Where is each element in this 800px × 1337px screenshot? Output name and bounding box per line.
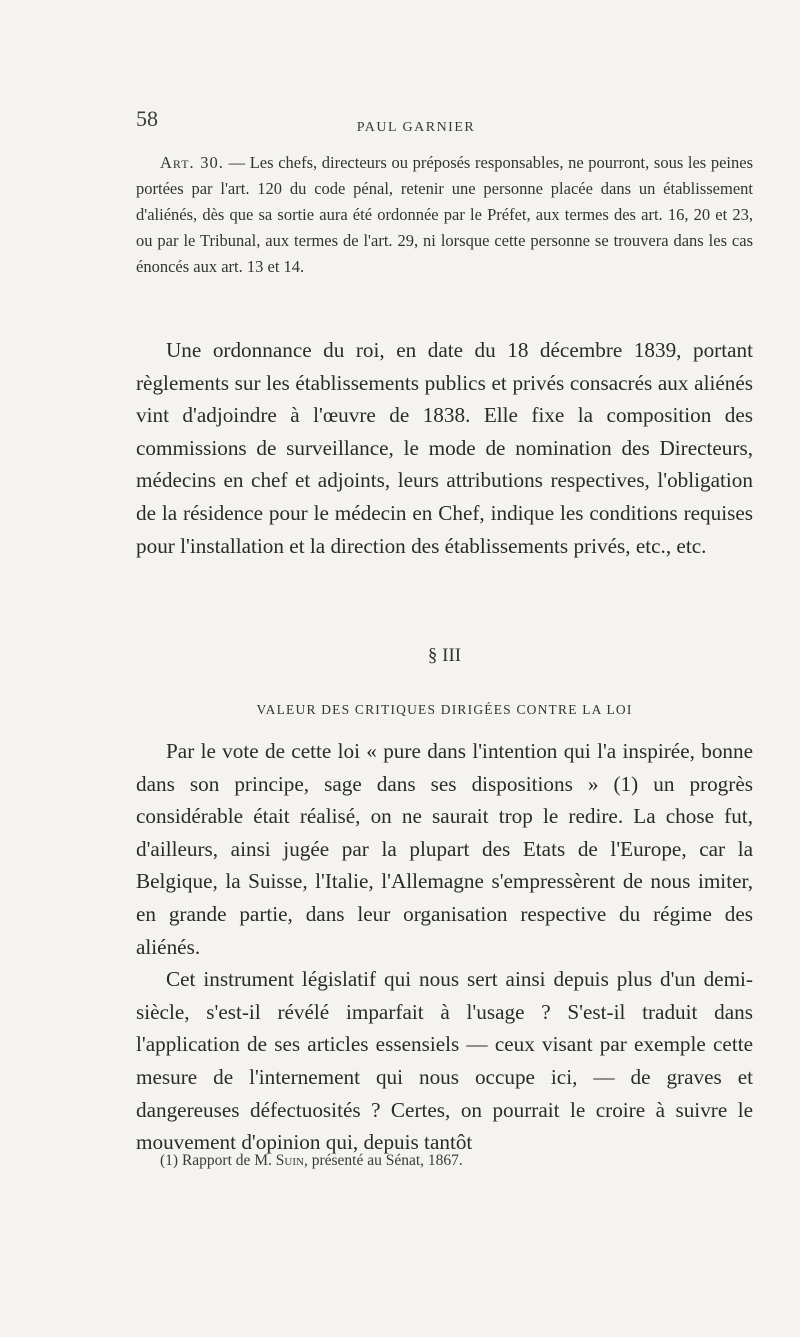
page-header: [136, 106, 696, 136]
paragraph-vote: Par le vote de cette loi « pure dans l'intention qui l'a inspirée, bonne dans son principe, sage dans ses dispositions » (1) un progrès considérable était réalisé, on ne saurait trop le redire. La chose fut, d'ailleurs, ainsi jugée par la plupart des Etats de l'Europe, car la Belgique, la Suisse, l'Italie, l'Allemagne s'empressèrent de nous imiter, en grande partie, dans leur organisation respective du régime des aliénés.: [136, 739, 753, 959]
footnote-prefix: (1) Rapport de M.: [160, 1152, 276, 1169]
footnote-author: Suin: [275, 1152, 304, 1169]
paragraph-ordonnance: [136, 334, 753, 562]
footnote-suffix: , présenté au Sénat, 1867.: [303, 1152, 463, 1169]
paragraph-block: [136, 735, 753, 1159]
paragraph-instrument: Cet instrument législatif qui nous sert ainsi depuis plus d'un demi-siècle, s'est-il révélé imparfait à l'usage ? S'est-il traduit dans l'application de ses articles essensiels — ceux visant par exemple cette mesure de l'internement qui nous occupe ici, — de graves et dangereuses défectuosités ? Certes, on pourrait le croire à suivre le mouvement d'opinion qui, depuis tantôt: [136, 967, 753, 1155]
quoted-article: [136, 150, 753, 280]
section-number: § III: [427, 645, 462, 666]
running-title: PAUL GARNIER: [356, 120, 476, 135]
footnote: [160, 1152, 760, 1170]
article-text: — Les chefs, directeurs ou préposés responsables, ne pourront, sous les peines portées par l'art. 120 du code pénal, retenir une personne placée dans un établissement d'aliénés, dès que sa sortie aura été ordonnée par le Préfet, aux termes des art. 16, 20 et 23, ou par le Tribunal, aux termes de l'art. 29, ni lorsque cette personne se trouvera dans les cas énoncés aux art. 13 et 14.: [136, 153, 754, 276]
section-title: VALEUR DES CRITIQUES DIRIGÉES CONTRE LA LOI: [256, 702, 633, 717]
paragraph-text: Une ordonnance du roi, en date du 18 décembre 1839, portant règlements sur les établissements publics et privés consacrés aux aliénés vint d'adjoindre à l'œuvre de 1838. Elle fixe la composition des commissions de surveillance, le mode de nomination des Directeurs, médecins en chef et adjoints, leurs attributions respectives, l'obligation de la résidence pour le médecin en Chef, indique les conditions requises pour l'installation et la direction des établissements privés, etc., etc.: [136, 338, 753, 558]
page-number: 58: [136, 106, 158, 131]
article-number: Art. 30.: [160, 153, 224, 172]
